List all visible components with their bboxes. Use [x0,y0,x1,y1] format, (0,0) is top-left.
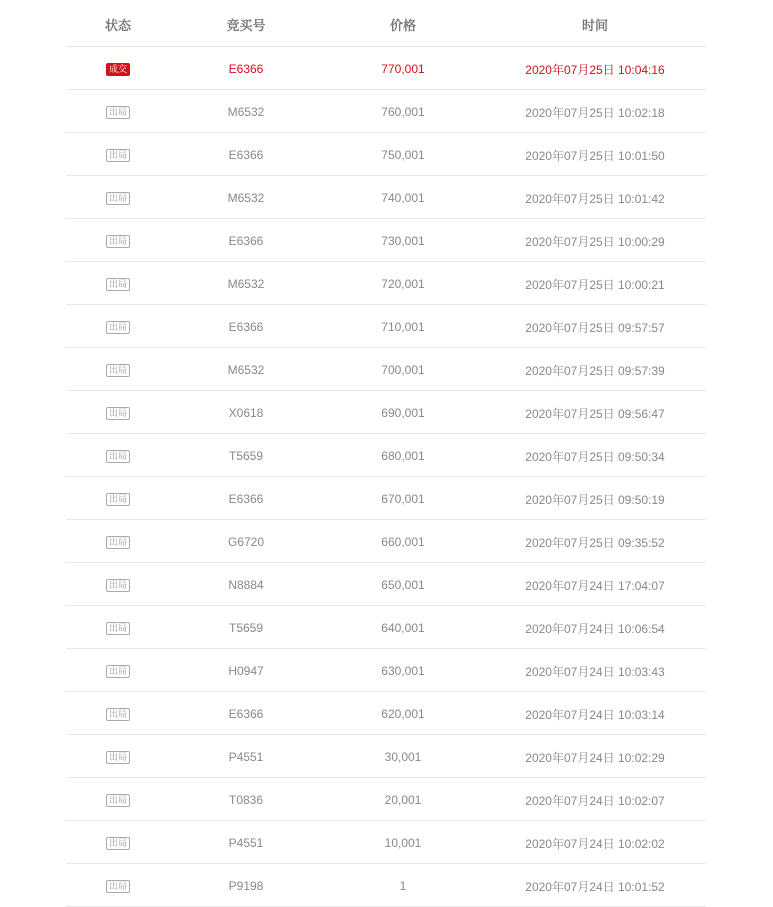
table-row [66,434,706,477]
status-cell [66,750,170,764]
table-row [66,477,706,520]
price-cell: 730,001 [381,234,425,248]
status-cell [66,191,170,205]
status-badge: 出局 [106,880,130,893]
status-cell [66,234,170,248]
bid-number-cell: M6532 [227,277,265,291]
table-row [66,391,706,434]
header-time: 时间 [581,17,608,33]
bid-number-cell: M6532 [227,105,265,119]
time-cell: 2020年07月24日 17:04:07 [525,578,665,593]
table-row [66,778,706,821]
status-cell [66,621,170,635]
price-cell: 1 [399,879,407,893]
time-cell: 2020年07月25日 10:00:29 [525,234,665,249]
bid-number-cell: G6720 [227,535,265,549]
price-cell: 700,001 [381,363,425,377]
price-cell: 660,001 [381,535,425,549]
status-badge: 出局 [106,407,130,420]
table-row [66,262,706,305]
price-cell: 670,001 [381,492,425,506]
status-cell [66,406,170,420]
table-row [66,219,706,262]
price-cell: 10,001 [384,836,422,850]
status-cell [66,320,170,334]
table-body [66,47,706,907]
time-cell: 2020年07月25日 09:50:19 [525,492,665,507]
table-row [66,90,706,133]
time-cell: 2020年07月24日 10:02:02 [525,836,665,851]
time-cell: 2020年07月24日 10:02:29 [525,750,665,765]
status-badge: 出局 [106,364,130,377]
status-cell [66,492,170,506]
bid-record-table [66,0,706,907]
status-cell [66,148,170,162]
status-cell [66,793,170,807]
price-cell: 760,001 [381,105,425,119]
status-cell [66,836,170,850]
time-cell: 2020年07月25日 10:04:16 [525,62,665,77]
status-cell [66,664,170,678]
table-row [66,47,706,90]
time-cell: 2020年07月25日 10:02:18 [525,105,665,120]
price-cell: 650,001 [381,578,425,592]
status-badge: 出局 [106,106,130,119]
time-cell: 2020年07月24日 10:03:43 [525,664,665,679]
bid-number-cell: P4551 [228,750,264,764]
bid-number-cell: T5659 [228,449,264,463]
status-badge: 出局 [106,536,130,549]
time-cell: 2020年07月25日 09:57:57 [525,320,665,335]
status-cell [66,62,170,76]
bid-number-cell: E6366 [228,234,264,248]
bid-number-cell: N8884 [228,578,264,592]
status-cell [66,105,170,119]
time-cell: 2020年07月24日 10:03:14 [525,707,665,722]
status-cell [66,277,170,291]
price-cell: 640,001 [381,621,425,635]
status-cell [66,535,170,549]
status-badge: 出局 [106,278,130,291]
status-cell [66,707,170,721]
status-badge: 出局 [106,493,130,506]
price-cell: 620,001 [381,707,425,721]
price-cell: 680,001 [381,449,425,463]
table-row [66,520,706,563]
time-cell: 2020年07月25日 09:35:52 [525,535,665,550]
status-badge: 出局 [106,321,130,334]
status-badge: 出局 [106,149,130,162]
bid-number-cell: T5659 [228,621,264,635]
status-cell [66,578,170,592]
bid-number-cell: M6532 [227,363,265,377]
price-cell: 720,001 [381,277,425,291]
bid-number-cell: T0836 [228,793,264,807]
table-row [66,649,706,692]
status-badge: 出局 [106,622,130,635]
table-row [66,348,706,391]
bid-number-cell: E6366 [228,148,264,162]
bid-number-cell: E6366 [228,62,264,76]
status-badge: 出局 [106,794,130,807]
price-cell: 740,001 [381,191,425,205]
status-cell [66,449,170,463]
time-cell: 2020年07月25日 09:56:47 [525,406,665,421]
table-row [66,133,706,176]
price-cell: 20,001 [384,793,422,807]
price-cell: 770,001 [381,62,425,76]
price-cell: 630,001 [381,664,425,678]
status-cell [66,879,170,893]
status-badge: 出局 [106,708,130,721]
price-cell: 750,001 [381,148,425,162]
bid-number-cell: E6366 [228,707,264,721]
time-cell: 2020年07月24日 10:02:07 [525,793,665,808]
time-cell: 2020年07月25日 10:00:21 [525,277,665,292]
bid-number-cell: E6366 [228,492,264,506]
status-badge: 出局 [106,837,130,850]
table-header [66,0,706,47]
price-cell: 30,001 [384,750,422,764]
header-price: 价格 [389,17,416,33]
time-cell: 2020年07月25日 10:01:42 [525,191,665,206]
price-cell: 710,001 [381,320,425,334]
bid-number-cell: P4551 [228,836,264,850]
status-cell [66,363,170,377]
table-row [66,692,706,735]
status-badge: 成交 [106,63,130,76]
time-cell: 2020年07月24日 10:06:54 [525,621,665,636]
time-cell: 2020年07月25日 09:50:34 [525,449,665,464]
header-status: 状态 [104,17,131,33]
time-cell: 2020年07月25日 09:57:39 [525,363,665,378]
status-badge: 出局 [106,235,130,248]
table-row [66,735,706,778]
header-bid-number: 竞买号 [226,17,266,33]
status-badge: 出局 [106,579,130,592]
table-row [66,606,706,649]
status-badge: 出局 [106,192,130,205]
table-row [66,176,706,219]
bid-number-cell: M6532 [227,191,265,205]
status-badge: 出局 [106,450,130,463]
bid-number-cell: E6366 [228,320,264,334]
table-row [66,563,706,606]
price-cell: 690,001 [381,406,425,420]
time-cell: 2020年07月25日 10:01:50 [525,148,665,163]
time-cell: 2020年07月24日 10:01:52 [525,879,665,894]
bid-number-cell: P9198 [228,879,264,893]
bid-number-cell: H0947 [228,664,264,678]
status-badge: 出局 [106,751,130,764]
table-row [66,305,706,348]
table-row [66,821,706,864]
status-badge: 出局 [106,665,130,678]
bid-number-cell: X0618 [228,406,264,420]
